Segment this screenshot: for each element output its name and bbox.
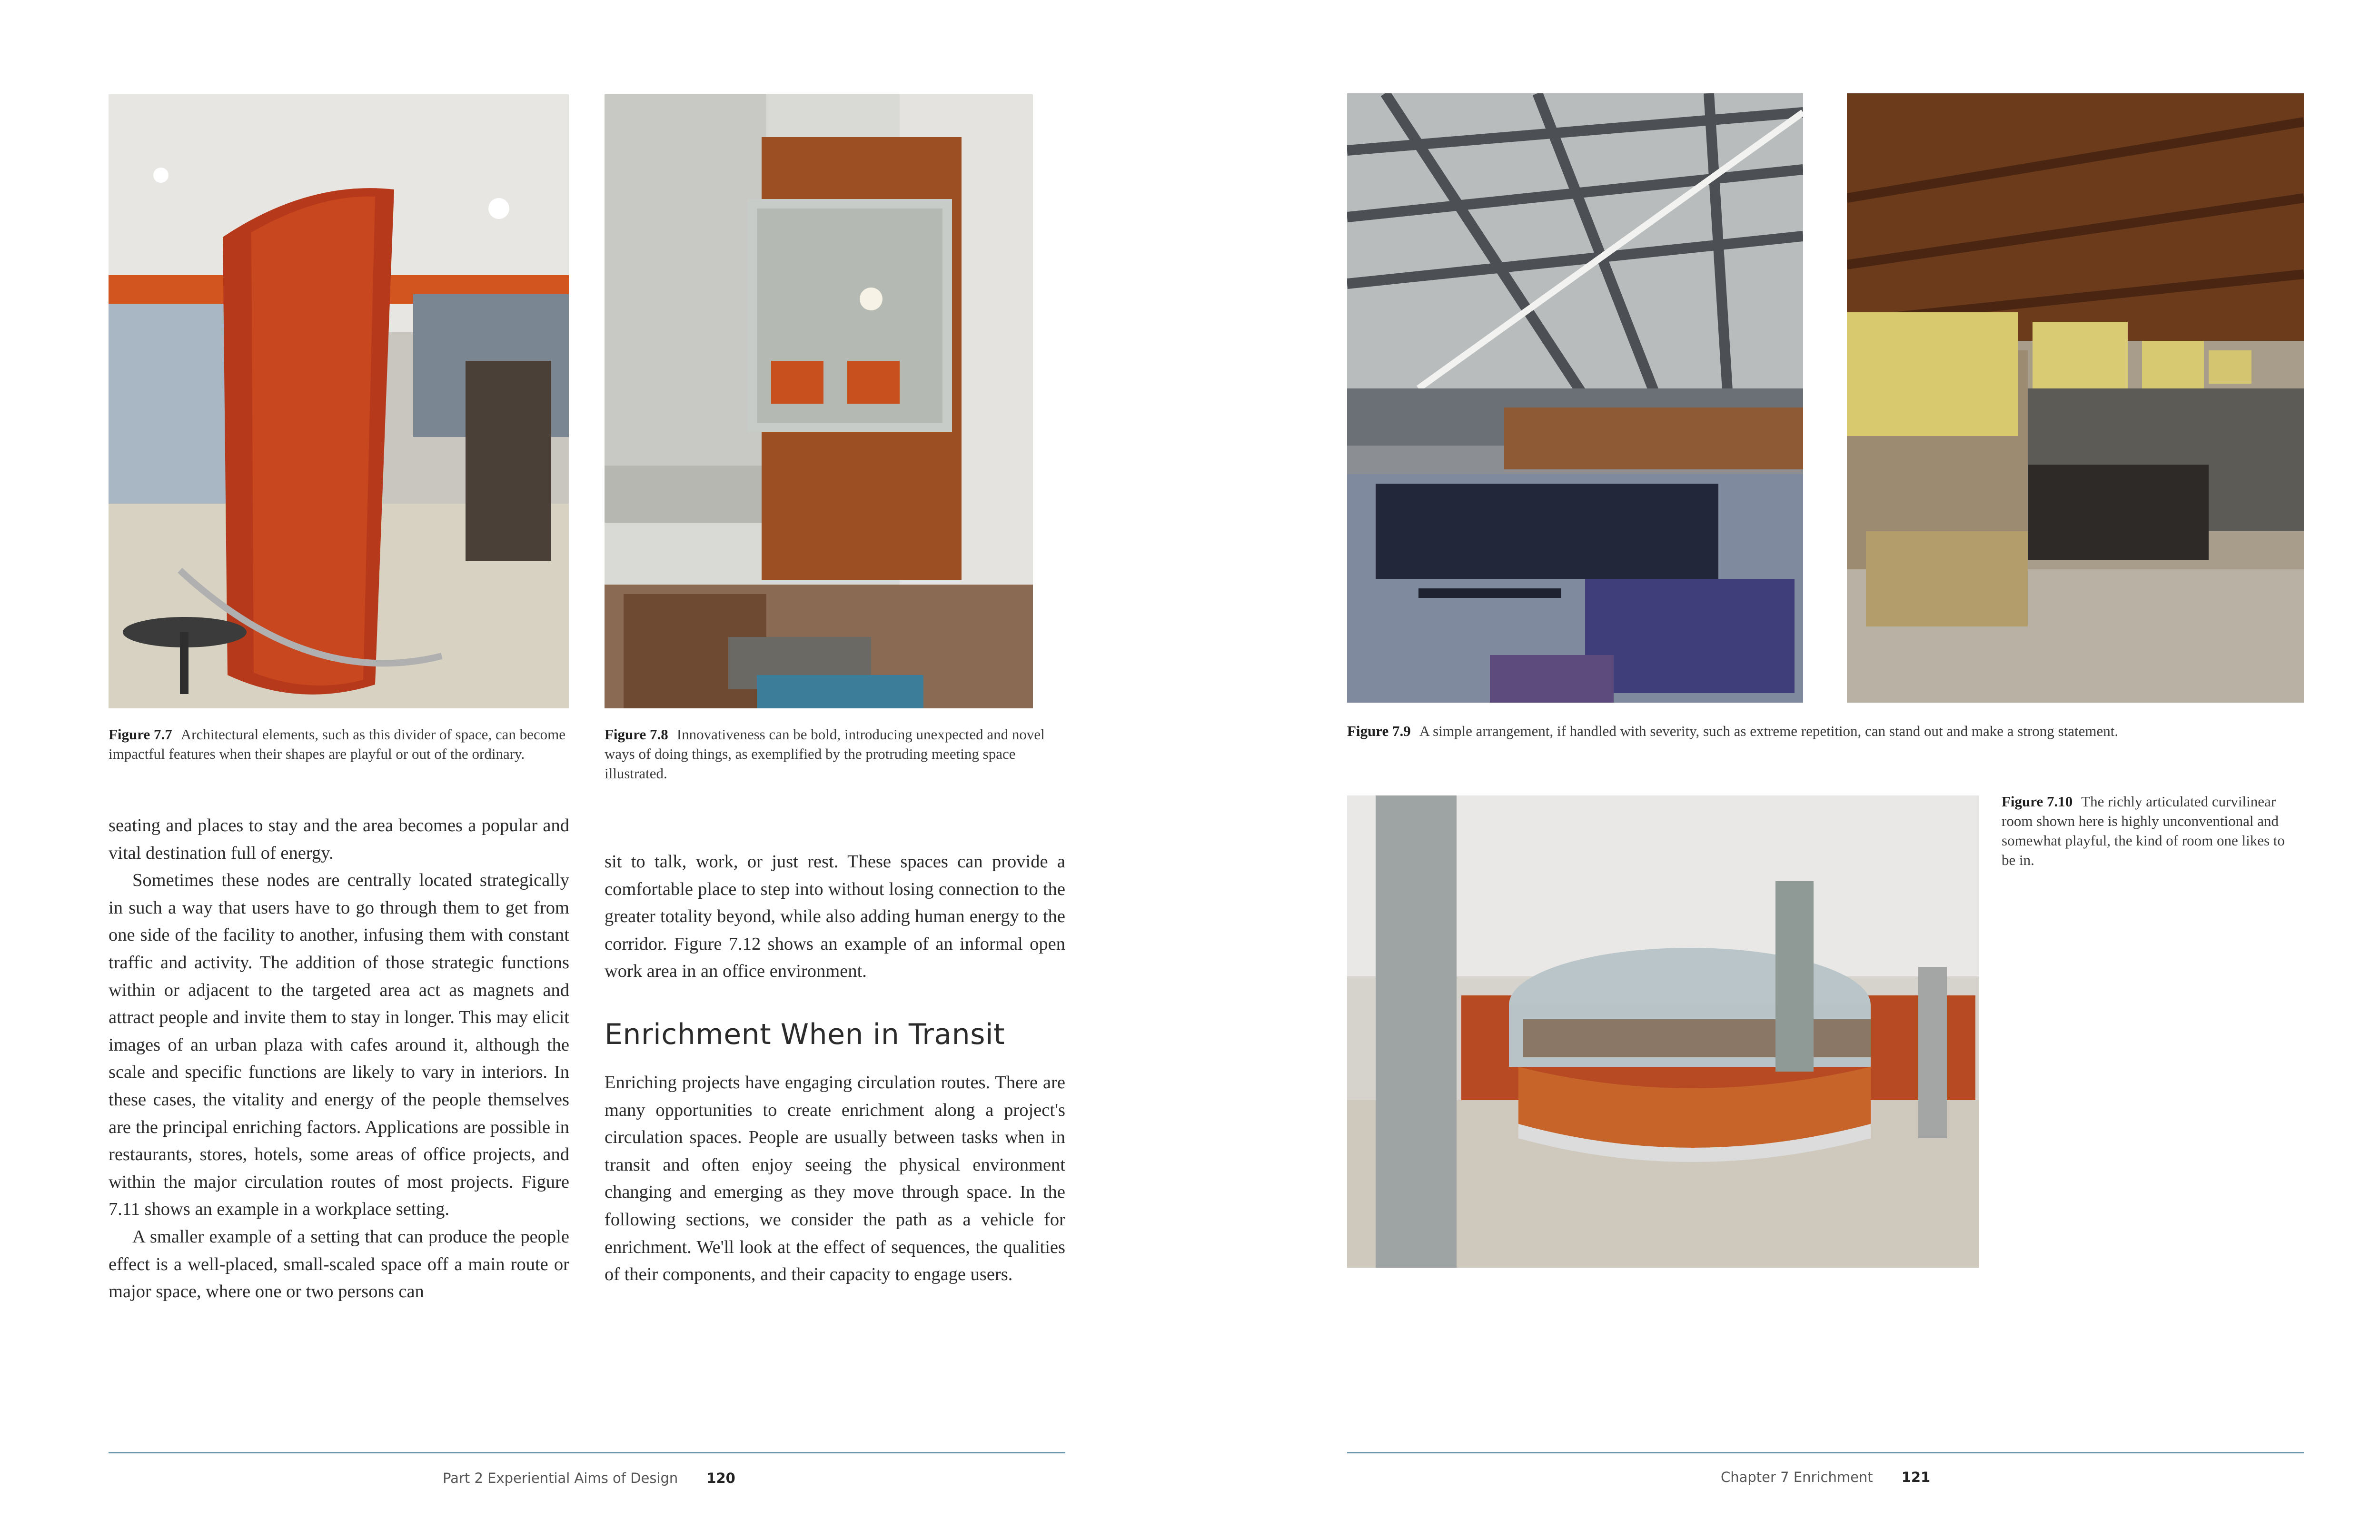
figure-label: Figure 7.7 <box>109 726 172 743</box>
figure-7-9-photo-right <box>1847 93 2304 703</box>
body-column-1 <box>109 812 569 1306</box>
footer-right <box>1721 1469 1930 1485</box>
footer-rule-left <box>109 1452 1065 1453</box>
paragraph: seating and places to stay and the area becomes a popular and vital destination full of energy. <box>109 815 569 863</box>
footer-running-head: Chapter 7 Enrichment <box>1721 1469 1873 1485</box>
paragraph: Sometimes these nodes are centrally located strategically in such a way that users have to go through them to get from one side of the facility to another, infusing them with constant traffic and activity. The addition of those strategic functions within or adjacent to the targeted area act as magnets and attract people and invite them to stay in longer. This may elicit images of an urban plaza with cafes around it, although the scale and specific functions are likely to vary in interiors. In these cases, the vitality and energy of the people themselves are the principal enriching factors. Applications are possible in restaurants, stores, hotels, some areas of office projects, and within the major circulation routes of most projects. Figure 7.11 shows an example in a workplace setting. <box>109 870 569 1220</box>
page-number: 120 <box>706 1470 735 1486</box>
footer-left <box>443 1470 735 1486</box>
figure-label: Figure 7.9 <box>1347 723 1411 739</box>
footer-running-head: Part 2 Experiential Aims of Design <box>443 1470 678 1486</box>
figure-7-10-photo <box>1347 795 1979 1268</box>
figure-7-9-caption <box>1347 721 2304 741</box>
section-body <box>605 1069 1065 1289</box>
body-column-2 <box>605 848 1065 985</box>
figure-7-8-photo <box>605 94 1033 708</box>
figure-7-8-caption <box>605 725 1047 783</box>
figure-label: Figure 7.10 <box>2002 793 2073 810</box>
page-number: 121 <box>1901 1469 1931 1485</box>
caption-text: Architectural elements, such as this divider of space, can become impactful features when their shapes are playful or out of the ordinary. <box>109 726 566 762</box>
figure-label: Figure 7.8 <box>605 726 668 743</box>
caption-text: The richly articulated curvilinear room shown here is highly unconventional and somewhat playful, the kind of room one likes to be in. <box>2002 793 2285 868</box>
paragraph: Enriching projects have engaging circulation routes. There are many opportunities to create enrichment along a project's circulation spaces. People are usually between tasks when in transit and often enjoy seeing the physical environment changing and emerging as they move through space. In the following sections, we consider the path as a vehicle for enrichment. We'll look at the effect of sequences, the qualities of their components, and their capacity to engage users. <box>605 1073 1065 1285</box>
section-heading: Enrichment When in Transit <box>605 1018 1005 1051</box>
figure-7-10-caption <box>2002 792 2297 870</box>
figure-7-7-caption <box>109 725 570 764</box>
caption-text: A simple arrangement, if handled with severity, such as extreme repetition, can stand out and make a strong statement. <box>1419 723 2119 739</box>
paragraph: A smaller example of a setting that can produce the people effect is a well-placed, small-scaled space off a main route or major space, where one or two persons can <box>109 1226 569 1302</box>
figure-7-9-photo-left <box>1347 93 1803 703</box>
figure-7-7-photo <box>109 94 569 708</box>
paragraph: sit to talk, work, or just rest. These spaces can provide a comfortable place to step into without losing connection to the greater totality beyond, while also adding human energy to the corridor. Figure 7.12 shows an example of an informal open work area in an office environment. <box>605 852 1065 982</box>
caption-text: Innovativeness can be bold, introducing unexpected and novel ways of doing things, as exemplified by the protruding meeting space illustrated. <box>605 726 1045 782</box>
footer-rule-right <box>1347 1452 2304 1453</box>
